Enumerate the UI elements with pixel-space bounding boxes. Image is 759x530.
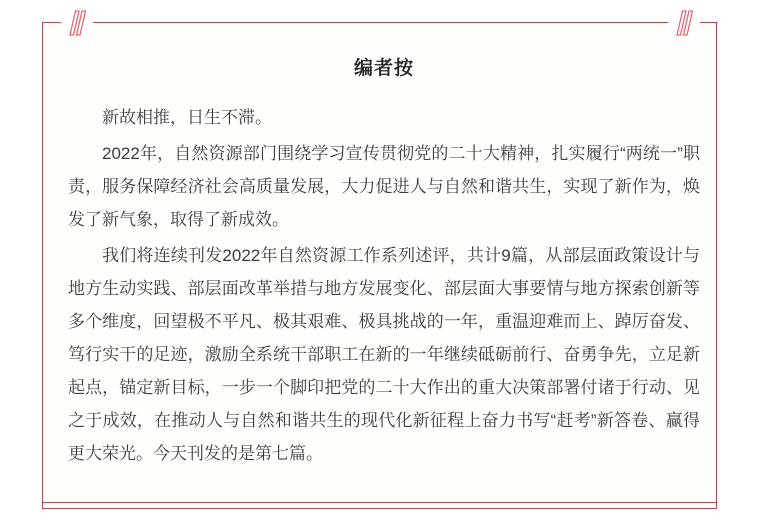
editor-note-title: 编者按 — [353, 58, 414, 79]
editor-note-panel — [42, 22, 717, 509]
body-paragraph: 新故相推，日生不滞。 — [102, 108, 272, 127]
body-paragraph: 我们将连续刊发2022年自然资源工作系列述评，共计9篇，从部层面政策设计与地方生动实践、部层面改革举措与地方发展变化、部层面大事要情与地方探索创新等多个维度，回望极不平凡、极其艰难、极具挑战的一年，重温迎难而上、踔厉奋发、笃行实干的足迹，激励全系统干部职工在新的一年继续砥砺前行、奋勇争先，立足新起点，锚定新目标，一步一个脚印把党的二十大作出的重大决策部署付诸于行动、见之于成效，在推动人与自然和谐共生的现代化新征程上奋力书写“赶考”新答卷、赢得更大荣光。今天刊发的是第七篇。 — [68, 246, 700, 463]
editor-note-content — [43, 23, 716, 470]
editor-note-body — [68, 101, 700, 470]
body-paragraph: 2022年，自然资源部门围绕学习宣传贯彻党的二十大精神，扎实履行“两统一”职责，服务保障经济社会高质量发展，大力促进人与自然和谐共生，实现了新作为，焕发了新气象，取得了新成效。 — [68, 144, 700, 229]
